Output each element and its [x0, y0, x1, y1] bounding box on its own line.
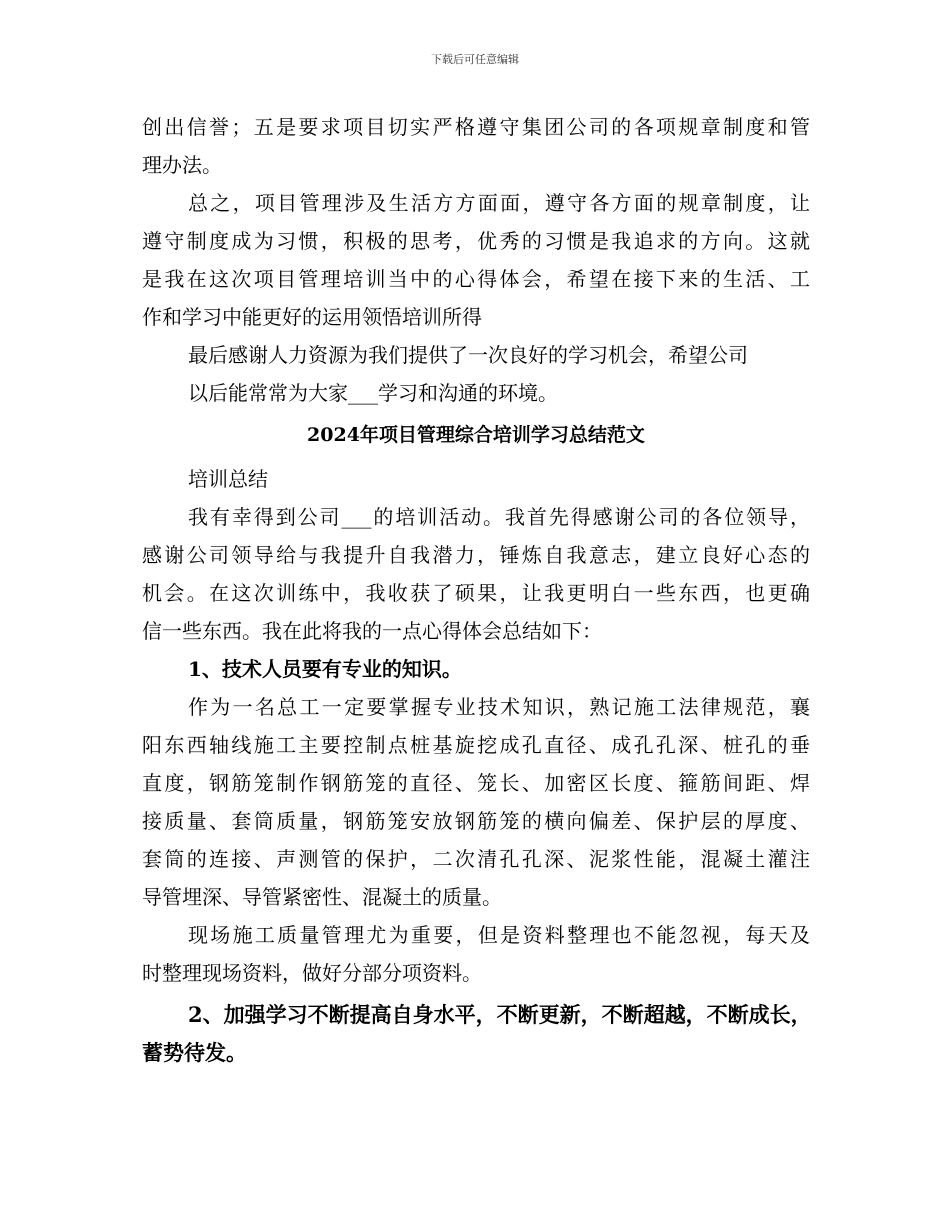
- paragraph: [142, 688, 810, 916]
- paragraph: [142, 498, 810, 650]
- paragraph: [142, 916, 810, 992]
- text-line: 创出信誉；五是要求项目切实严格遵守集团公司的各项规章制度和管: [142, 115, 810, 139]
- text-line: 理办法。: [142, 153, 222, 177]
- text-line: 感谢公司领导给与我提升自我潜力，锤炼自我意志，建立良好心态的: [142, 543, 810, 567]
- document-title: 2024年项目管理综合培训学习总结范文: [307, 424, 645, 446]
- text-line: 蓄势待发。: [142, 1040, 247, 1065]
- text-line: 最后感谢人力资源为我们提供了一次良好的学习机会，希望公司: [188, 343, 748, 367]
- text-line: 作和学习中能更好的运用领悟培训所得: [142, 305, 482, 329]
- text-line: 套筒的连接、声测管的保护，二次清孔孔深、泥浆性能，混凝土灌注: [142, 847, 810, 871]
- text-line: 现场施工质量管理尤为重要，但是资料整理也不能忽视，每天及: [188, 923, 810, 947]
- text-line: 遵守制度成为习惯，积极的思考，优秀的习惯是我追求的方向。这就: [142, 229, 810, 253]
- text-line: 总之，项目管理涉及生活方方面面，遵守各方面的规章制度，让: [188, 191, 810, 215]
- page-header: 下载后可任意编辑: [431, 53, 519, 66]
- text-line: 阳东西轴线施工主要控制点桩基旋挖成孔直径、成孔孔深、桩孔的垂: [142, 733, 810, 757]
- text-line: 作为一名总工一定要掌握专业技术知识，熟记施工法律规范，襄: [188, 695, 810, 719]
- paragraph: [142, 108, 810, 184]
- text-line: 直度，钢筋笼制作钢筋笼的直径、笼长、加密区长度、箍筋间距、焊: [142, 771, 810, 795]
- section-heading: [142, 996, 810, 1072]
- text-line: 接质量、套筒质量，钢筋笼安放钢筋笼的横向偏差、保护层的厚度、: [142, 809, 810, 833]
- text-line: 导管埋深、导管紧密性、混凝土的质量。: [142, 885, 502, 909]
- section-heading: 1、技术人员要有专业的知识。: [188, 657, 462, 681]
- text-line: 时整理现场资料，做好分部分项资料。: [142, 961, 482, 985]
- section-subtitle: 培训总结: [188, 467, 268, 491]
- document-body: [142, 108, 810, 1072]
- text-line: 信一些东西。我在此将我的一点心得体会总结如下：: [142, 619, 602, 643]
- paragraph: [142, 184, 810, 336]
- text-line: 我有幸得到公司___的培训活动。我首先得感谢公司的各位领导，: [188, 505, 810, 529]
- text-line: 2、加强学习不断提高自身水平，不断更新，不断超越，不断成长，: [188, 1002, 812, 1027]
- text-line: 机会。在这次训练中，我收获了硕果，让我更明白一些东西，也更确: [142, 581, 810, 605]
- text-line: 是我在这次项目管理培训当中的心得体会，希望在接下来的生活、工: [142, 267, 810, 291]
- text-line: 以后能常常为大家___学习和沟通的环境。: [188, 381, 558, 405]
- paragraph: [142, 336, 810, 412]
